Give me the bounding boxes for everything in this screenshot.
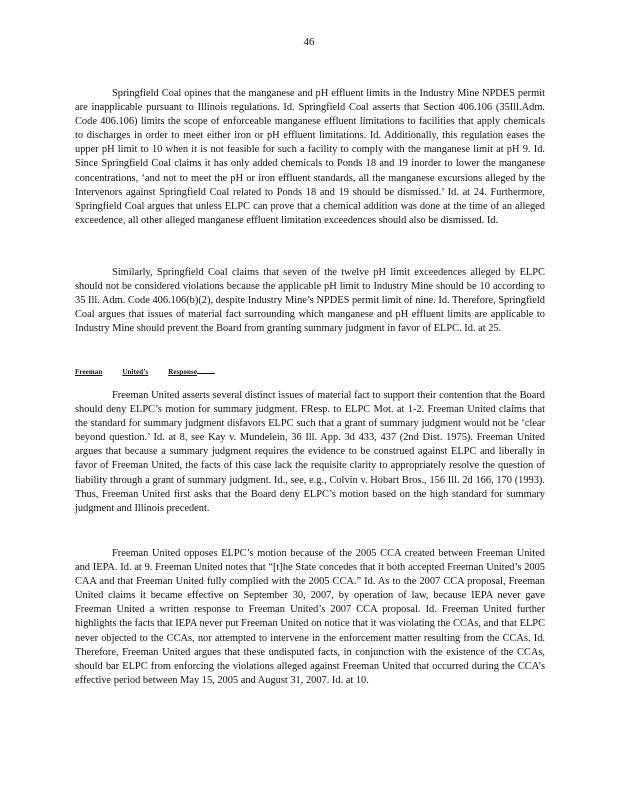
heading-word: Response [168,368,198,376]
paragraph-springfield-ph: Similarly, Springfield Coal claims that seven of the twelve pH limit exceedences alleged by ELPC should not be considered violations because the applicable pH limit to Industry Mine should be 10 according to 35 Ill. Adm. Code 406.106(b)(2), despite Industry Mine’s NPDES permit limit of nine. Id. Therefore, Springfield Coal argues that issues of material fact surrounding which manganese and pH effluent limits are applicable to Industry Mine should prevent the Board from granting summary judgment in favor of ELPC. Id. at 25. [75,267,545,335]
paragraph-freeman-cca: Freeman United opposes ELPC’s motion because of the 2005 CCA created between Freeman United and IEPA. Id. at 9. Freeman United notes that “[t]he State concedes that it both accepted Freeman United’s 2005 CAA and that Freeman United fully complied with the 2005 CCA.” Id. As to the 2007 CCA proposal, Freeman United claims it became effective on September 30, 2007, by operation of law, because IEPA never gave Freeman United a written response to Freeman United’s 2007 CCA proposal. Id. Freeman United further highlights the facts that IEPA never put Freeman United on notice that it was violating the CCAs, and that ELPC never objected to the CCAs, nor attempted to intervene in the enforcement matter resulting from the CCAs. Id. Therefore, Freeman United argues that these undisputed facts, in conjunction with the existence of the CCAs, should bar ELPC from enforcing the violations alleged against Freeman United that occurred during the CCA’s effective period between May 15, 2005 and August 31, 2007. Id. at 10. [75,548,545,686]
section-heading-freeman-response [75,366,215,376]
heading-underline-tail [197,366,215,374]
page-number: 46 [303,36,315,48]
paragraph-freeman-issues-of-fact: Freeman United asserts several distinct issues of material fact to support their contention that the Board should deny ELPC’s motion for summary judgment. FResp. to ELPC Mot. at 1-2. Freeman United claims that the standard for summary judgment disfavors ELPC such that a grant of summary judgment would not be ‘clear beyond question.’ Id. at 8, see Kay v. Mundelein, 36 Ill. App. 3d 433, 437 (2nd Dist. 1975). Freeman United argues that because a summary judgment requires the evidence to be construed against ELPC and liberally in favor of Freeman United, the facts of this case lack the requisite clarity to appropriately resolve the question of liability through a grant of summary judgment. Id., see, e.g., Colvin v. Hobart Bros., 156 Ill. 2d 166, 170 (1993). Thus, Freeman United first asks that the Board deny ELPC’s motion based on the high standard for summary judgment and Illinois precedent. [75,390,545,514]
heading-word: United’s [122,368,149,376]
heading-word: Freeman [75,368,103,376]
paragraph-springfield-manganese: Springfield Coal opines that the manganese and pH effluent limits in the Industry Mine NPDES permit are inapplicable pursuant to Illinois regulations. Id. Springfield Coal asserts that Section 406.106 (35Ill.Adm. Code 406.106) limits the scope of enforceable manganese effluent limitations to facilities that apply chemicals to discharges in order to meet either iron or pH effluent limitations. Id. Additionally, this regulation eases the upper pH limit to 10 when it is not feasible for such a facility to comply with the manganese limit at pH 9. Id. Since Springfield Coal claims it has only added chemicals to Ponds 18 and 19 inorder to lower the manganese concentrations, ‘and not to meet the pH or iron effluent standards, all the manganese excursions alleged by the Intervenors against Springfield Coal related to Ponds 18 and 19 should be dismissed.’ Id. at 24. Furthermore, Springfield Coal argues that unless ELPC can prove that a chemical addition was done at the time of an alleged exceedence, all other alleged manganese effluent limitation exceedences should also be dismissed. Id. [75,88,545,226]
